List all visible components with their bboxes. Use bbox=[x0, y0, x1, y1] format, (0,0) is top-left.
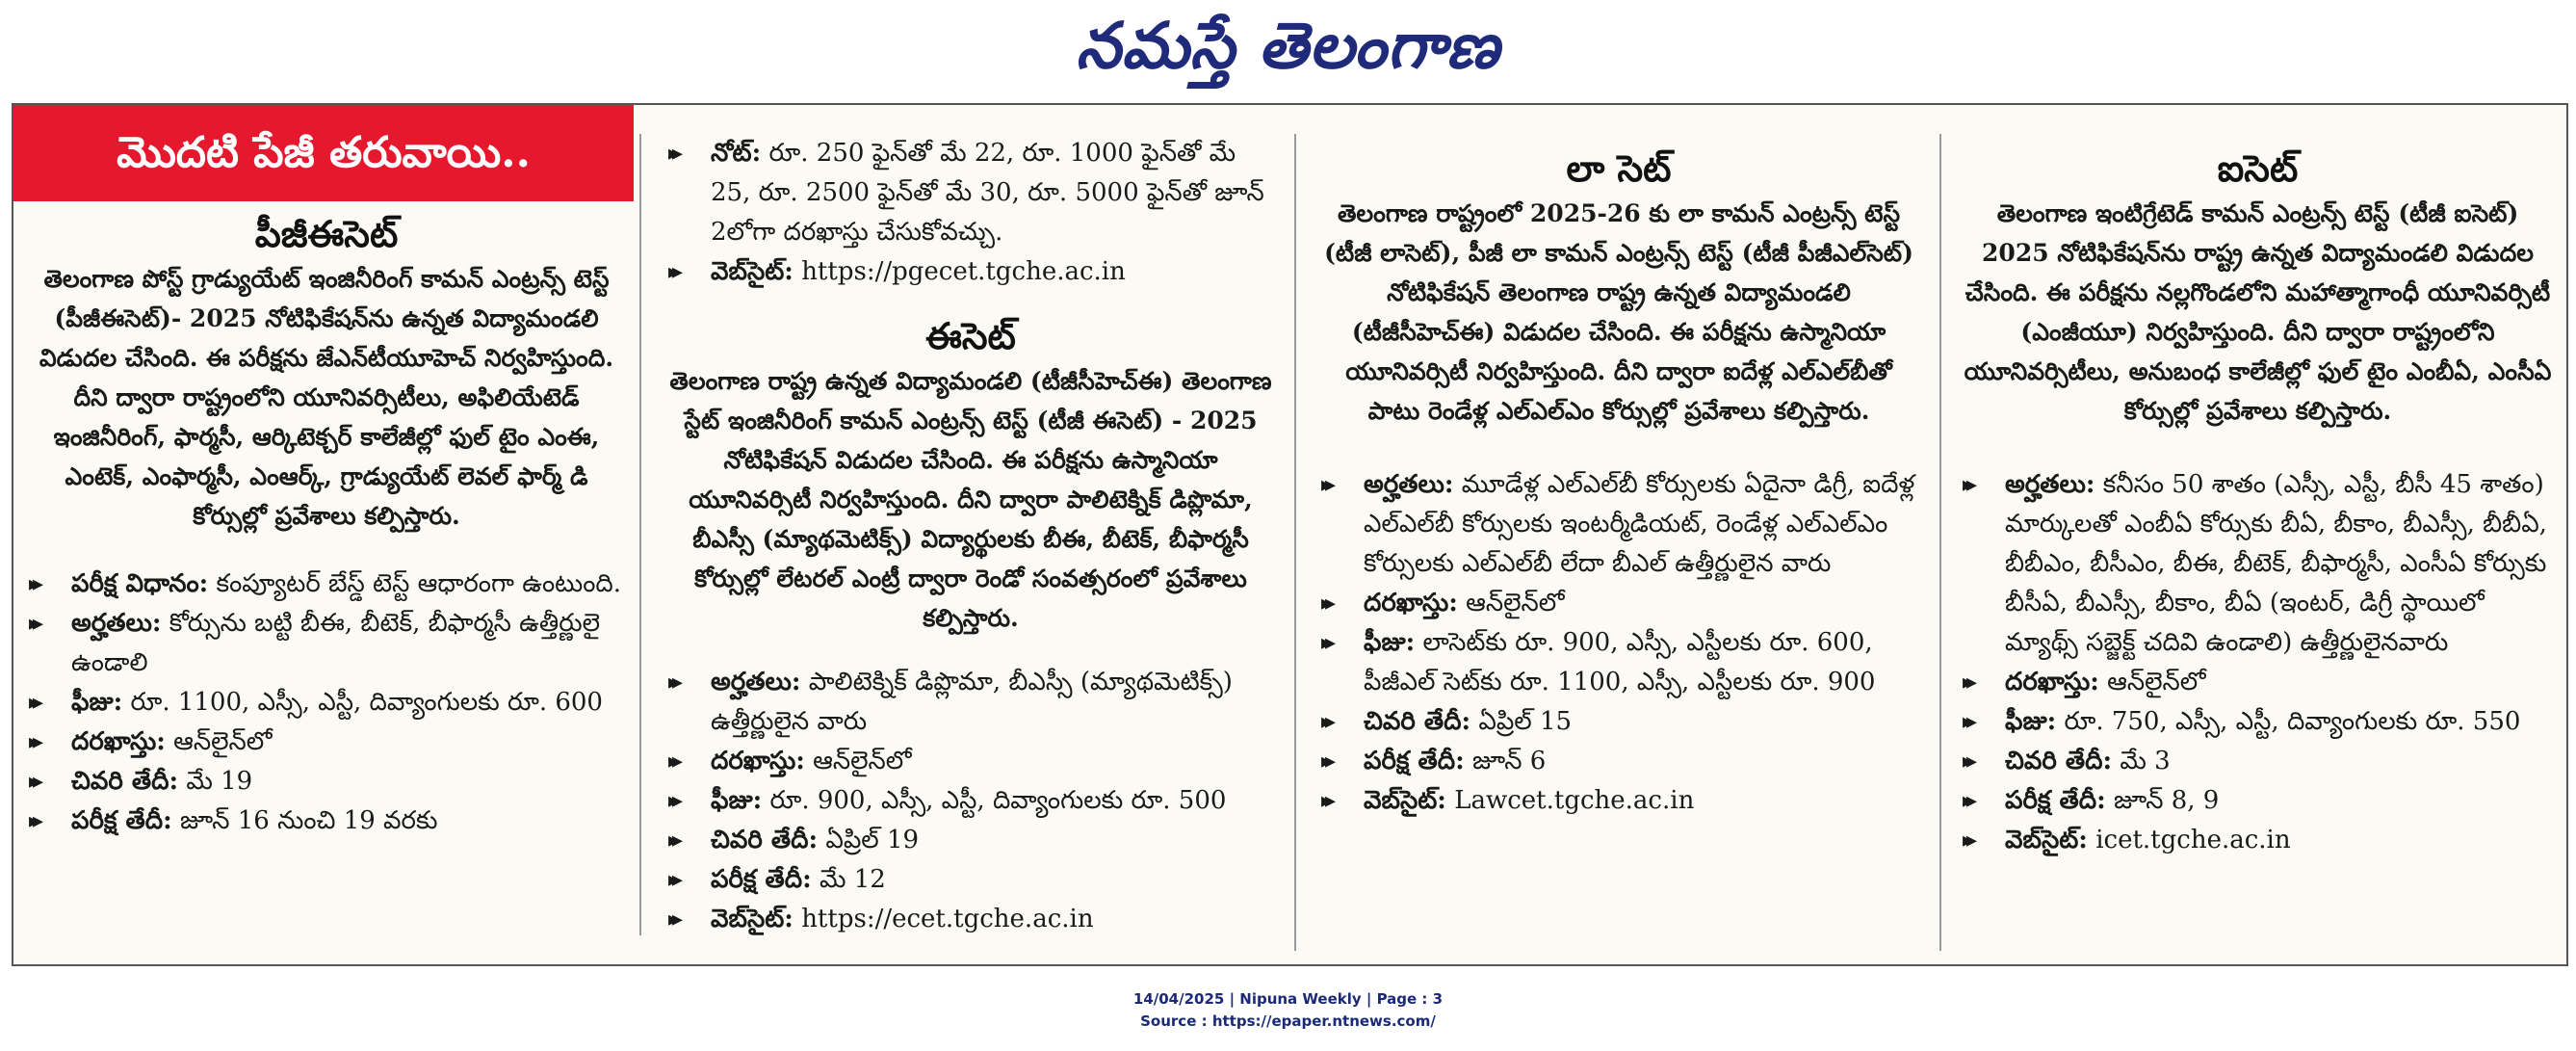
fact-label: చివరి తేదీ: bbox=[711, 826, 819, 854]
website-link[interactable]: Lawcet.tgche.ac.in bbox=[1454, 786, 1695, 815]
list-item bbox=[666, 663, 1275, 742]
fact-label: అర్హతలు: bbox=[2005, 470, 2095, 499]
fact-value: మూడేళ్ల ఎల్ఎల్‌బీ కోర్సులకు ఏదైనా డిగ్రీ, ఐదేళ్ల ఎల్ఎల్‌బీ కోర్సులకు ఇంటర్మీడియట్, రెండేళ్ల ఎల్ఎల్ఎం కోర్సులకు ఎల్ఎల్‌బీ లేదా బీఎల్ ఉత్తీర్ణులైన వారు bbox=[1364, 470, 1915, 578]
fact-label: దరఖాస్తు: bbox=[2005, 668, 2099, 696]
footer-source-link[interactable]: Source : https://epaper.ntnews.com/ bbox=[1140, 1012, 1436, 1030]
fact-value: లాసెట్‌కు రూ. 900, ఎస్సీ, ఎస్టీలకు రూ. 600, పీజీఎల్ సెట్‌కు రూ. 1100, ఎస్సీ, ఎస్టీలకు రూ. 900 bbox=[1364, 628, 1876, 696]
list-item bbox=[27, 801, 626, 841]
list-item bbox=[1961, 465, 2555, 663]
list-item bbox=[1319, 702, 1918, 742]
list-item bbox=[1319, 465, 1918, 584]
fact-value: కంప్యూటర్ బేస్డ్ టెస్ట్ ఆధారంగా ఉంటుంది. bbox=[216, 569, 622, 598]
fact-label: వెబ్‌సైట్: bbox=[711, 905, 794, 933]
fact-label: దరఖాస్తు: bbox=[1364, 589, 1458, 617]
icet-intro: తెలంగాణ ఇంటిగ్రేటెడ్ కామన్ ఎంట్రన్స్ టెస్ట్ (టీజీ ఐసెట్) 2025 నోటిఫికేషన్‌ను రాష్ట్ర ఉన్నత విద్యామండలి విడుదల చేసింది. ఈ పరీక్షను నల్లగొండలోని మహాత్మాగాంధీ యూనివర్సిటీ (ఎంజీయూ) నిర్వహిస్తుంది. దీని ద్వారా రాష్ట్రంలోని యూనివర్సిటీలు, అనుబంధ కాలేజీల్లో ఫుల్ టైం ఎంబీఏ, ఎంసీఏ కోర్సుల్లో ప్రవేశాలు కల్పిస్తారు. bbox=[1964, 199, 2552, 425]
fact-value: రూ. 900, ఎస్సీ, ఎస్టీ, దివ్యాంగులకు రూ. 500 bbox=[769, 786, 1227, 815]
fact-value: మే 19 bbox=[186, 767, 253, 796]
fact-label: ఫీజు: bbox=[2005, 707, 2057, 736]
double-arrow-icon: ▸▸ bbox=[1963, 749, 1971, 774]
list-item bbox=[666, 821, 1275, 860]
double-arrow-icon: ▸▸ bbox=[668, 906, 677, 932]
list-item bbox=[1961, 663, 2555, 702]
fact-label: ఫీజు: bbox=[71, 688, 123, 717]
fact-label: దరఖాస్తు: bbox=[711, 747, 805, 775]
double-arrow-icon: ▸▸ bbox=[1963, 472, 1971, 497]
double-arrow-icon: ▸▸ bbox=[29, 571, 38, 596]
double-arrow-icon: ▸▸ bbox=[1963, 670, 1971, 695]
lawcet-facts bbox=[1319, 465, 1918, 821]
double-arrow-icon: ▸▸ bbox=[29, 729, 38, 754]
pgecet-heading: పీజీఈసెట్ bbox=[254, 212, 399, 255]
double-arrow-icon: ▸▸ bbox=[1321, 472, 1330, 497]
continuation-banner: మొదటి పేజీ తరువాయి.. bbox=[13, 105, 634, 201]
pgecet-extra-facts bbox=[666, 134, 1275, 292]
double-arrow-icon: ▸▸ bbox=[668, 749, 677, 774]
list-item bbox=[27, 762, 626, 801]
fact-label: పరీక్ష తేదీ: bbox=[1364, 747, 1465, 775]
fact-value: ఏప్రిల్ 19 bbox=[825, 826, 920, 854]
fact-label: పరీక్ష విధానం: bbox=[71, 569, 209, 598]
list-item bbox=[1961, 742, 2555, 781]
masthead-logo: నమస్తే తెలంగాణ bbox=[1076, 8, 1500, 83]
footer-edition-line: 14/04/2025 | Nipuna Weekly | Page : 3 bbox=[1132, 990, 1444, 1008]
fact-label: అర్హతలు: bbox=[71, 609, 162, 638]
ecet-facts bbox=[666, 663, 1275, 939]
double-arrow-icon: ▸▸ bbox=[668, 828, 677, 853]
fact-value: ఆన్‌లైన్‌లో bbox=[1466, 589, 1565, 617]
double-arrow-icon: ▸▸ bbox=[1321, 630, 1330, 655]
fact-value: ఆన్‌లైన్‌లో bbox=[173, 727, 273, 756]
article-frame bbox=[12, 103, 2568, 966]
double-arrow-icon: ▸▸ bbox=[29, 769, 38, 794]
fact-value: జూన్ 16 నుంచి 19 వరకు bbox=[179, 806, 438, 835]
list-item bbox=[1319, 781, 1918, 821]
list-item bbox=[1319, 623, 1918, 702]
fact-label: ఫీజు: bbox=[1364, 628, 1416, 657]
list-item bbox=[1961, 702, 2555, 742]
fact-value: పాలిటెక్నిక్ డిప్లొమా, బీఎస్సీ (మ్యాథమెటిక్స్) ఉత్తీర్ణులైన వారు bbox=[711, 668, 1233, 736]
website-link[interactable]: https://ecet.tgche.ac.in bbox=[801, 905, 1094, 933]
list-item bbox=[27, 604, 626, 683]
fact-label: పరీక్ష తేదీ: bbox=[2005, 786, 2106, 815]
list-item bbox=[666, 781, 1275, 821]
list-item bbox=[27, 683, 626, 723]
ecet-column bbox=[639, 105, 1294, 964]
double-arrow-icon: ▸▸ bbox=[1963, 709, 1971, 734]
double-arrow-icon: ▸▸ bbox=[1321, 591, 1330, 616]
fact-value: మే 12 bbox=[819, 865, 886, 894]
fact-value: రూ. 750, ఎస్సీ, ఎస్టీ, దివ్యాంగులకు రూ. 550 bbox=[2064, 707, 2521, 736]
icet-facts bbox=[1961, 465, 2555, 860]
fact-value: కనీసం 50 శాతం (ఎస్సీ, ఎస్టీ, బీసీ 45 శాతం) మార్కులతో ఎంబీఏ కోర్సుకు బీఏ, బీకాం, బీఎస్సీ, బీబీఏ, బీబీఎం, బీసీఎం, బీఈ, బీటెక్, బీఫార్మసీ, ఎంసీఏ కోర్సుకు బీసీఏ, బీఎస్సీ, బీకాం, బీఏ (ఇంటర్, డిగ్రీ స్థాయిలో మ్యాథ్స్ సబ్జెక్ట్ చదివి ఉండాలి) ఉత్తీర్ణులైనవారు bbox=[2005, 470, 2547, 657]
double-arrow-icon: ▸▸ bbox=[29, 690, 38, 715]
double-arrow-icon: ▸▸ bbox=[668, 259, 677, 284]
double-arrow-icon: ▸▸ bbox=[1321, 749, 1330, 774]
fact-value: కోర్సును బట్టి బీఈ, బీటెక్, బీఫార్మసీ ఉత్తీర్ణులై ఉండాలి bbox=[71, 609, 601, 677]
double-arrow-icon: ▸▸ bbox=[668, 141, 677, 166]
fact-label: అర్హతలు: bbox=[711, 668, 801, 696]
pgecet-intro: తెలంగాణ పోస్ట్ గ్రాడ్యుయేట్ ఇంజినీరింగ్ కామన్ ఎంట్రన్స్ టెస్ట్ (పీజీఈసెట్)- 2025 నోటిఫికేషన్‌ను ఉన్నత విద్యామండలి విడుదల చేసింది. ఈ పరీక్షను జేఎన్‌టీయూహెచ్ నిర్వహిస్తుంది. దీని ద్వారా రాష్ట్రంలోని యూనివర్సిటీలు, అఫిలియేటెడ్ ఇంజినీరింగ్, ఫార్మసీ, ఆర్కిటెక్చర్ కాలేజీల్లో ఫుల్ టైం ఎంఈ, ఎంటెక్, ఎంఫార్మసీ, ఎంఆర్క్, గ్రాడ్యుయేట్ లెవల్ ఫార్మ్ డి కోర్సుల్లో ప్రవేశాలు కల్పిస్తారు. bbox=[39, 265, 614, 530]
list-item bbox=[666, 134, 1275, 252]
fact-label: అర్హతలు: bbox=[1364, 470, 1454, 499]
lawcet-heading: లా సెట్ bbox=[1566, 146, 1672, 190]
double-arrow-icon: ▸▸ bbox=[29, 611, 38, 636]
lawcet-column bbox=[1294, 105, 1939, 964]
fact-value: రూ. 1100, ఎస్సీ, ఎస్టీ, దివ్యాంగులకు రూ. 600 bbox=[130, 688, 603, 717]
fact-value: ఆన్‌లైన్‌లో bbox=[813, 747, 912, 775]
fact-label: చివరి తేదీ: bbox=[71, 767, 179, 796]
list-item bbox=[1961, 781, 2555, 821]
fact-value: ఆన్‌లైన్‌లో bbox=[2107, 668, 2206, 696]
list-item bbox=[666, 252, 1275, 292]
icet-column bbox=[1939, 105, 2566, 964]
lawcet-intro: తెలంగాణ రాష్ట్రంలో 2025-26 కు లా కామన్ ఎంట్రన్స్ టెస్ట్ (టీజీ లాసెట్), పీజీ లా కామన్ ఎంట్రన్స్ టెస్ట్ (టీజీ పీజీఎల్‌సెట్) నోటిఫికేషన్ తెలంగాణ రాష్ట్ర ఉన్నత విద్యామండలి (టీజీసీహెచ్ఈ) విడుదల చేసింది. ఈ పరీక్షను ఉస్మానియా యూనివర్సిటీ నిర్వహిస్తుంది. దీని ద్వారా ఐదేళ్ల ఎల్ఎల్‌బీతో పాటు రెండేళ్ల ఎల్ఎల్ఎం కోర్సుల్లో ప్రవేశాలు కల్పిస్తారు. bbox=[1324, 199, 1913, 425]
fact-label: వెబ్‌సైట్: bbox=[2005, 826, 2088, 854]
list-item bbox=[1319, 742, 1918, 781]
icet-heading: ఐసెట్ bbox=[2217, 146, 2299, 190]
website-link[interactable]: https://pgecet.tgche.ac.in bbox=[801, 257, 1126, 286]
ecet-intro: తెలంగాణ రాష్ట్ర ఉన్నత విద్యామండలి (టీజీసీహెచ్ఈ) తెలంగాణ స్టేట్ ఇంజినీరింగ్ కామన్ ఎంట్రన్స్ టెస్ట్ (టీజీ ఈసెట్) - 2025 నోటిఫికేషన్ విడుదల చేసింది. ఈ పరీక్షను ఉస్మానియా యూనివర్సిటీ నిర్వహిస్తుంది. దీని ద్వారా పాలిటెక్నిక్ డిప్లొమా, బీఎస్సీ (మ్యాథమెటిక్స్) విద్యార్థులకు బీఈ, బీటెక్, బీఫార్మసీ కోర్సుల్లో లేటరల్ ఎంట్రీ ద్వారా రెండో సంవత్సరంలో ప్రవేశాలు కల్పిస్తారు. bbox=[669, 367, 1272, 632]
fact-label: దరఖాస్తు: bbox=[71, 727, 166, 756]
double-arrow-icon: ▸▸ bbox=[1321, 709, 1330, 734]
fact-label: వెబ్‌సైట్: bbox=[711, 257, 794, 286]
fact-value: మే 3 bbox=[2120, 747, 2171, 775]
fact-label: చివరి తేదీ: bbox=[1364, 707, 1471, 736]
double-arrow-icon: ▸▸ bbox=[1963, 828, 1971, 853]
fact-label: చివరి తేదీ: bbox=[2005, 747, 2113, 775]
fact-label: ఫీజు: bbox=[711, 786, 763, 815]
website-link[interactable]: icet.tgche.ac.in bbox=[2095, 826, 2291, 854]
fact-value: జూన్ 6 bbox=[1471, 747, 1547, 775]
fact-label: పరీక్ష తేదీ: bbox=[711, 865, 812, 894]
fact-label: పరీక్ష తేదీ: bbox=[71, 806, 172, 835]
list-item bbox=[666, 742, 1275, 781]
double-arrow-icon: ▸▸ bbox=[1963, 788, 1971, 813]
fact-value: జూన్ 8, 9 bbox=[2113, 786, 2220, 815]
double-arrow-icon: ▸▸ bbox=[668, 867, 677, 892]
pgecet-facts bbox=[27, 565, 626, 841]
fact-label: నోట్: bbox=[711, 139, 762, 168]
fact-value: ఏప్రిల్ 15 bbox=[1478, 707, 1573, 736]
list-item bbox=[27, 723, 626, 762]
list-item bbox=[666, 860, 1275, 900]
list-item bbox=[1319, 584, 1918, 623]
ecet-heading: ఈసెట్ bbox=[925, 314, 1016, 357]
double-arrow-icon: ▸▸ bbox=[668, 670, 677, 695]
double-arrow-icon: ▸▸ bbox=[668, 788, 677, 813]
list-item bbox=[1961, 821, 2555, 860]
fact-value: రూ. 250 ఫైన్‌తో మే 22, రూ. 1000 ఫైన్‌తో మే 25, రూ. 2500 ఫైన్‌తో మే 30, రూ. 5000 ఫైన్‌తో జూన్ 2లోగా దరఖాస్తు చేసుకోవచ్చు. bbox=[711, 139, 1264, 247]
double-arrow-icon: ▸▸ bbox=[1321, 788, 1330, 813]
list-item bbox=[666, 900, 1275, 939]
double-arrow-icon: ▸▸ bbox=[29, 808, 38, 833]
list-item bbox=[27, 565, 626, 604]
fact-label: వెబ్‌సైట్: bbox=[1364, 786, 1446, 815]
pgecet-column bbox=[13, 105, 639, 964]
